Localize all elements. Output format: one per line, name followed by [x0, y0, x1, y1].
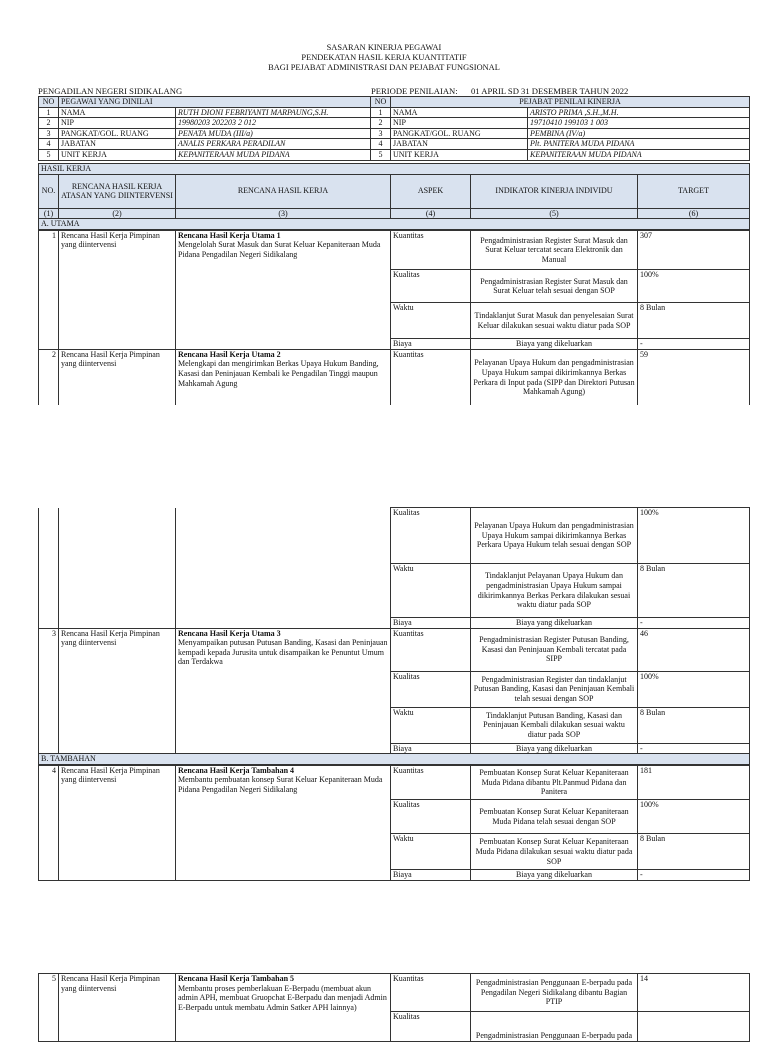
- rhk-row: [39, 349, 750, 405]
- periode-value: 01 APRIL SD 31 DESEMBER TAHUN 2022: [471, 86, 629, 96]
- rhk-title: Rencana Hasil Kerja Tambahan 5: [178, 974, 295, 983]
- rhk-cell: [176, 628, 391, 754]
- target-cell: -: [638, 339, 750, 350]
- rhk-row: [39, 230, 750, 270]
- header-pejabat: PEJABAT PENILAI KINERJA: [391, 97, 750, 108]
- target-cell: 307: [638, 230, 750, 270]
- pejabat-no: 2: [371, 118, 391, 129]
- rhk-no: 3: [39, 628, 59, 754]
- indikator-cell: Tindaklanjut Putusan Banding, Kasasi dan Peninjauan Kembali dilakukan sesuai waktu diatur pada SOP: [471, 707, 638, 743]
- indikator-cell: Pengadministrasian Register dan tindaklanjut Putusan Banding, Kasasi dan Peninjauan Kembali telah sesuai dengan SOP: [471, 671, 638, 707]
- col-target: TARGET: [638, 174, 750, 208]
- rhk-no: 2: [39, 349, 59, 405]
- aspek-cell: Kuantitas: [391, 349, 471, 405]
- rhk-title: Rencana Hasil Kerja Tambahan 4: [178, 765, 295, 775]
- hasil-kerja-label: HASIL KERJA: [39, 164, 750, 175]
- target-cell: -: [638, 743, 750, 754]
- target-cell: 181: [638, 765, 750, 800]
- rhk-cell: [176, 974, 391, 1042]
- aspek-cell: Kuantitas: [391, 230, 471, 270]
- rhk-atasan: Rencana Hasil Kerja Pimpinan yang diintervensi: [59, 765, 176, 881]
- col-number: (6): [638, 208, 750, 219]
- target-cell: 100%: [638, 508, 750, 564]
- indikator-cell: Pembuatan Konsep Surat Keluar Kepaniteraan Muda Pidana telah sesuai dengan SOP: [471, 800, 638, 834]
- rhk-atasan: Rencana Hasil Kerja Pimpinan yang diintervensi: [59, 349, 176, 405]
- target-cell: [638, 1012, 750, 1042]
- aspek-cell: Kualitas: [391, 800, 471, 834]
- hasil-kerja-table-continued: [38, 507, 750, 881]
- indikator-cell: Pembuatan Konsep Surat Keluar Kepaniteraan Muda Pidana dilakukan sesuai waktu diatur pada SOP: [471, 834, 638, 870]
- target-cell: 100%: [638, 671, 750, 707]
- pegawai-field: NIP: [59, 118, 176, 129]
- indikator-cell: Tindaklanjut Surat Masuk dan penyelesaian Surat Keluar dilakukan sesuai waktu diatur pada SOP: [471, 303, 638, 339]
- rhk-row: [39, 765, 750, 800]
- pejabat-value: KEPANITERAAN MUDA PIDANA: [528, 149, 750, 160]
- indikator-cell: Biaya yang dikeluarkan: [471, 339, 638, 350]
- pegawai-header-row: [39, 97, 750, 108]
- pegawai-row: [39, 149, 750, 160]
- aspek-row: [39, 508, 750, 564]
- section-tambahan: B. TAMBAHAN: [39, 754, 750, 765]
- rhk-title: Rencana Hasil Kerja Utama 1: [178, 230, 281, 240]
- aspek-cell: Kualitas: [391, 270, 471, 303]
- pegawai-value: ANALIS PERKARA PERADILAN: [176, 139, 371, 150]
- rhk-cell: [176, 230, 391, 350]
- rhk-no: 5: [39, 974, 59, 1042]
- indikator-cell: Pelayanan Upaya Hukum dan pengadministrasian Upaya Hukum sampai dikirimkannya Berkas Perkara di Input pada (SIPP dan Direktori Putusan Mahkamah Agung): [471, 349, 638, 405]
- indikator-cell: Pengadministrasian Penggunaan E-berpadu pada Pengadilan Negeri Sidikalang dibantu Bagian PTIP: [471, 974, 638, 1012]
- pejabat-value: PEMBINA (IV/a): [528, 128, 750, 139]
- section-tambahan-row: [39, 754, 750, 765]
- pegawai-no: 4: [39, 139, 59, 150]
- aspek-cell: Biaya: [391, 618, 471, 629]
- pegawai-value: KEPANITERAAN MUDA PIDANA: [176, 149, 371, 160]
- target-cell: 8 Bulan: [638, 834, 750, 870]
- col-number: (3): [176, 208, 391, 219]
- rhk-row: [39, 974, 750, 1012]
- section-utama-row: [39, 219, 750, 230]
- aspek-cell: Kuantitas: [391, 628, 471, 671]
- pejabat-field: UNIT KERJA: [391, 149, 528, 160]
- hasil-kerja-table-page3: [38, 973, 750, 1042]
- aspek-cell: Waktu: [391, 834, 471, 870]
- rhk-no: 4: [39, 765, 59, 881]
- target-cell: 46: [638, 628, 750, 671]
- pejabat-no: 1: [371, 107, 391, 118]
- pegawai-row: [39, 128, 750, 139]
- pejabat-field: NAMA: [391, 107, 528, 118]
- pegawai-row: [39, 139, 750, 150]
- target-cell: -: [638, 618, 750, 629]
- document-title: [0, 43, 768, 73]
- indikator-cell: Biaya yang dikeluarkan: [471, 743, 638, 754]
- periode-label: PERIODE PENILAIAN:: [371, 86, 458, 96]
- col-number: (4): [391, 208, 471, 219]
- indikator-cell: Pelayanan Upaya Hukum dan pengadministrasian Upaya Hukum sampai dikirimkannya Berkas Perkara Upaya Hukum telah sesuai dengan SOP: [471, 508, 638, 564]
- indikator-cell: Biaya yang dikeluarkan: [471, 618, 638, 629]
- rhk-desc: Melengkapi dan mengirimkan Berkas Upaya Hukum Banding, Kasasi dan Peninjauan Kembali ke Pengadilan Tinggi maupun Mahkamah Agung: [178, 359, 379, 388]
- pejabat-field: JABATAN: [391, 139, 528, 150]
- rhk-atasan-continued: [59, 508, 176, 629]
- rhk-desc: Membantu pembuatan konsep Surat Keluar Kepaniteraan Muda Pidana Pengadilan Negeri Sidikalang: [178, 775, 383, 794]
- rhk-desc: Mengelolah Surat Masuk dan Surat Keluar Kepaniteraan Muda Pidana Pengadilan Negeri Sidikalang: [178, 240, 381, 259]
- pegawai-field: JABATAN: [59, 139, 176, 150]
- col-no: NO.: [39, 174, 59, 208]
- rhk-no-continued: [39, 508, 59, 629]
- section-utama: A. UTAMA: [39, 219, 750, 230]
- pejabat-field: NIP: [391, 118, 528, 129]
- indikator-cell: Pengadministrasian Penggunaan E-berpadu pada: [471, 1012, 638, 1042]
- header-no-2: NO: [371, 97, 391, 108]
- pegawai-field: NAMA: [59, 107, 176, 118]
- column-number-row: [39, 208, 750, 219]
- indikator-cell: Pengadministrasian Register Surat Masuk dan Surat Keluar tercatat secara Elektronik dan Manual: [471, 230, 638, 270]
- col-rhk: RENCANA HASIL KERJA: [176, 174, 391, 208]
- target-cell: 8 Bulan: [638, 707, 750, 743]
- rhk-desc: Menyampaikan putusan Putusan Banding, Kasasi dan Peninjauan kempadi kepada Jurusita untuk disampaikan ke Penuntut Umum dan Terdakwa: [178, 638, 388, 667]
- aspek-cell: Waktu: [391, 564, 471, 618]
- column-header-row: [39, 174, 750, 208]
- target-cell: 59: [638, 349, 750, 405]
- col-atasan: RENCANA HASIL KERJA ATASAN YANG DIINTERVENSI: [59, 174, 176, 208]
- target-cell: 14: [638, 974, 750, 1012]
- rhk-atasan: Rencana Hasil Kerja Pimpinan yang diintervensi: [59, 628, 176, 754]
- pegawai-row: [39, 118, 750, 129]
- rhk-title: Rencana Hasil Kerja Utama 2: [178, 349, 281, 359]
- aspek-cell: Biaya: [391, 339, 471, 350]
- pegawai-table: [38, 96, 750, 161]
- pegawai-field: UNIT KERJA: [59, 149, 176, 160]
- pegawai-no: 5: [39, 149, 59, 160]
- aspek-cell: Kualitas: [391, 671, 471, 707]
- header-no: NO: [39, 97, 59, 108]
- pejabat-value: 19710410 199103 1 003: [528, 118, 750, 129]
- rhk-atasan: Rencana Hasil Kerja Pimpinan yang diintervensi: [59, 230, 176, 350]
- pejabat-no: 5: [371, 149, 391, 160]
- indikator-cell: Pengadministrasian Register Surat Masuk dan Surat Keluar telah sesuai dengan SOP: [471, 270, 638, 303]
- aspek-cell: Kuantitas: [391, 765, 471, 800]
- pegawai-no: 1: [39, 107, 59, 118]
- target-cell: 8 Bulan: [638, 564, 750, 618]
- indikator-cell: Pengadministrasian Register Putusan Banding, Kasasi dan Peninjauan Kembali tercatat pada SIPP: [471, 628, 638, 671]
- rhk-no: 1: [39, 230, 59, 350]
- hasil-kerja-table: [38, 163, 750, 405]
- col-indikator: INDIKATOR KINERJA INDIVIDU: [471, 174, 638, 208]
- aspek-cell: Kualitas: [391, 1012, 471, 1042]
- hasil-kerja-label-row: [39, 164, 750, 175]
- col-number: (5): [471, 208, 638, 219]
- indikator-cell: Pembuatan Konsep Surat Keluar Kepaniteraan Muda Pidana dibantu Plt.Panmud Pidana dan Panitera: [471, 765, 638, 800]
- aspek-cell: Kuantitas: [391, 974, 471, 1012]
- title-line-2: PENDEKATAN HASIL KERJA KUANTITATIF: [301, 53, 467, 62]
- pejabat-field: PANGKAT/GOL. RUANG: [391, 128, 528, 139]
- header-pegawai: PEGAWAI YANG DINILAI: [59, 97, 371, 108]
- pejabat-no: 4: [371, 139, 391, 150]
- rhk-row: [39, 628, 750, 671]
- aspek-cell: Biaya: [391, 870, 471, 881]
- rhk-title: Rencana Hasil Kerja Utama 3: [178, 628, 281, 638]
- target-cell: 8 Bulan: [638, 303, 750, 339]
- col-aspek: ASPEK: [391, 174, 471, 208]
- rhk-cell-continued: [176, 508, 391, 629]
- pegawai-row: [39, 107, 750, 118]
- aspek-cell: Kualitas: [391, 508, 471, 564]
- indikator-cell: Tindaklanjut Pelayanan Upaya Hukum dan pengadministrasian Upaya Hukum sampai dikirimkannya Berkas Perkara dilakukan sesuai waktu diatur pada SOP: [471, 564, 638, 618]
- target-cell: 100%: [638, 270, 750, 303]
- pegawai-value: RUTH DIONI FEBRIYANTI MARPAUNG,S.H.: [176, 107, 371, 118]
- rhk-cell: [176, 765, 391, 881]
- pegawai-no: 2: [39, 118, 59, 129]
- aspek-cell: Waktu: [391, 707, 471, 743]
- pejabat-value: Plt. PANITERA MUDA PIDANA: [528, 139, 750, 150]
- pejabat-no: 3: [371, 128, 391, 139]
- col-number: (2): [59, 208, 176, 219]
- aspek-cell: Waktu: [391, 303, 471, 339]
- aspek-cell: Biaya: [391, 743, 471, 754]
- pegawai-no: 3: [39, 128, 59, 139]
- target-cell: 100%: [638, 800, 750, 834]
- rhk-atasan: Rencana Hasil Kerja Pimpinan yang diintervensi: [59, 974, 176, 1042]
- title-line-3: BAGI PEJABAT ADMINISTRASI DAN PEJABAT FUNGSIONAL: [268, 63, 500, 72]
- rhk-cell: [176, 349, 391, 405]
- pegawai-value: 19980203 202203 2 012: [176, 118, 371, 129]
- indikator-cell: Biaya yang dikeluarkan: [471, 870, 638, 881]
- title-line-1: SASARAN KINERJA PEGAWAI: [326, 43, 442, 52]
- instansi-label: PENGADILAN NEGERI SIDIKALANG: [38, 86, 183, 96]
- pegawai-field: PANGKAT/GOL. RUANG: [59, 128, 176, 139]
- rhk-desc: Membantu proses pemberlakuan E-Berpadu (membuat akun admin APH, membuat Gruopchat E-Berpadu dan menjadi Admin E-Berpadu untuk membatu Admin Satker APH lainnya): [178, 983, 387, 1012]
- pejabat-value: ARISTO PRIMA ,S.H.,M.H.: [528, 107, 750, 118]
- pegawai-value: PENATA MUDA (III/a): [176, 128, 371, 139]
- col-number: (1): [39, 208, 59, 219]
- target-cell: -: [638, 870, 750, 881]
